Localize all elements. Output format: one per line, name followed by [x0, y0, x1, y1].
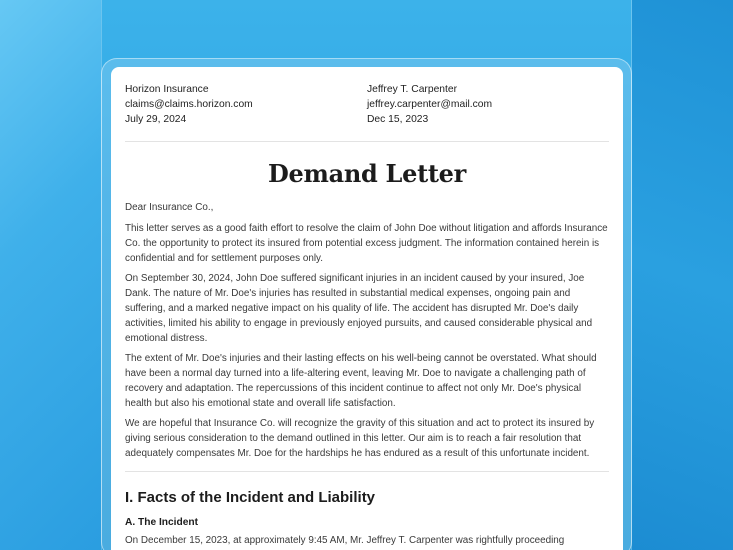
paragraph-injury-impact: The extent of Mr. Doe's injuries and their lasting effects on his well-being cannot be overstated. What should have been a normal day turned into a life-altering event, leaving Mr. Doe to navigate a challenging path of recovery and adaptation. The repercussions of this incident continue to affect not only Mr. Doe's physical health but also his emotional state and overall life satisfaction.: [125, 353, 597, 409]
background-left-panel: [0, 0, 110, 550]
paragraph-resolution-hope: We are hopeful that Insurance Co. will recognize the gravity of this situation and act to protect its insured by giving serious consideration to the demand outlined in this letter. Our aim is to reach a fair resolution that adequately compensates Mr. Doe for the hardships he has endured as a result of this unfortunate incident.: [125, 418, 595, 460]
sender-name: Horizon Insurance: [125, 84, 209, 95]
sender-block: [125, 82, 367, 127]
paragraph-intro: This letter serves as a good faith effort to resolve the claim of John Doe without litigation and affords Insurance Co. the opportunity to protect its insured from potential excess judgment. The information contained herein is confidential and for settlement purposes only.: [125, 222, 608, 264]
recipient-date: Dec 15, 2023: [367, 114, 429, 125]
recipient-email: jeffrey.carpenter@mail.com: [367, 99, 493, 110]
recipient-name: Jeffrey T. Carpenter: [367, 84, 458, 95]
letter-body: [125, 201, 609, 462]
paragraph-incident-detail: On December 15, 2023, at approximately 9:45 AM, Mr. Jeffrey T. Carpenter was rightfully proceeding: [125, 535, 565, 546]
subsection-heading: A. The Incident: [125, 517, 199, 528]
sender-email: claims@claims.horizon.com: [125, 99, 253, 110]
recipient-block: [367, 82, 609, 127]
letter-header: [125, 82, 609, 142]
greeting: Dear Insurance Co.,: [125, 202, 214, 213]
section-divider: [125, 471, 609, 472]
document-title: Demand Letter: [268, 159, 466, 188]
background-right-panel: [623, 0, 733, 550]
sender-date: July 29, 2024: [125, 114, 187, 125]
paragraph-incident-summary: On September 30, 2024, John Doe suffered significant injuries in an incident caused by your insured, Joe Dank. The nature of Mr. Doe's injuries has resulted in substantial medical expenses, ongoing pain and suffering, and a marked negative impact on his quality of life. The accident has disrupted Mr. Doe's daily activities, limited his ability to engage in previously enjoyed pursuits, and caused considerable physical and emotional distress.: [125, 273, 593, 344]
demand-letter-document: [111, 67, 623, 550]
section-heading: I. Facts of the Incident and Liability: [125, 489, 376, 506]
